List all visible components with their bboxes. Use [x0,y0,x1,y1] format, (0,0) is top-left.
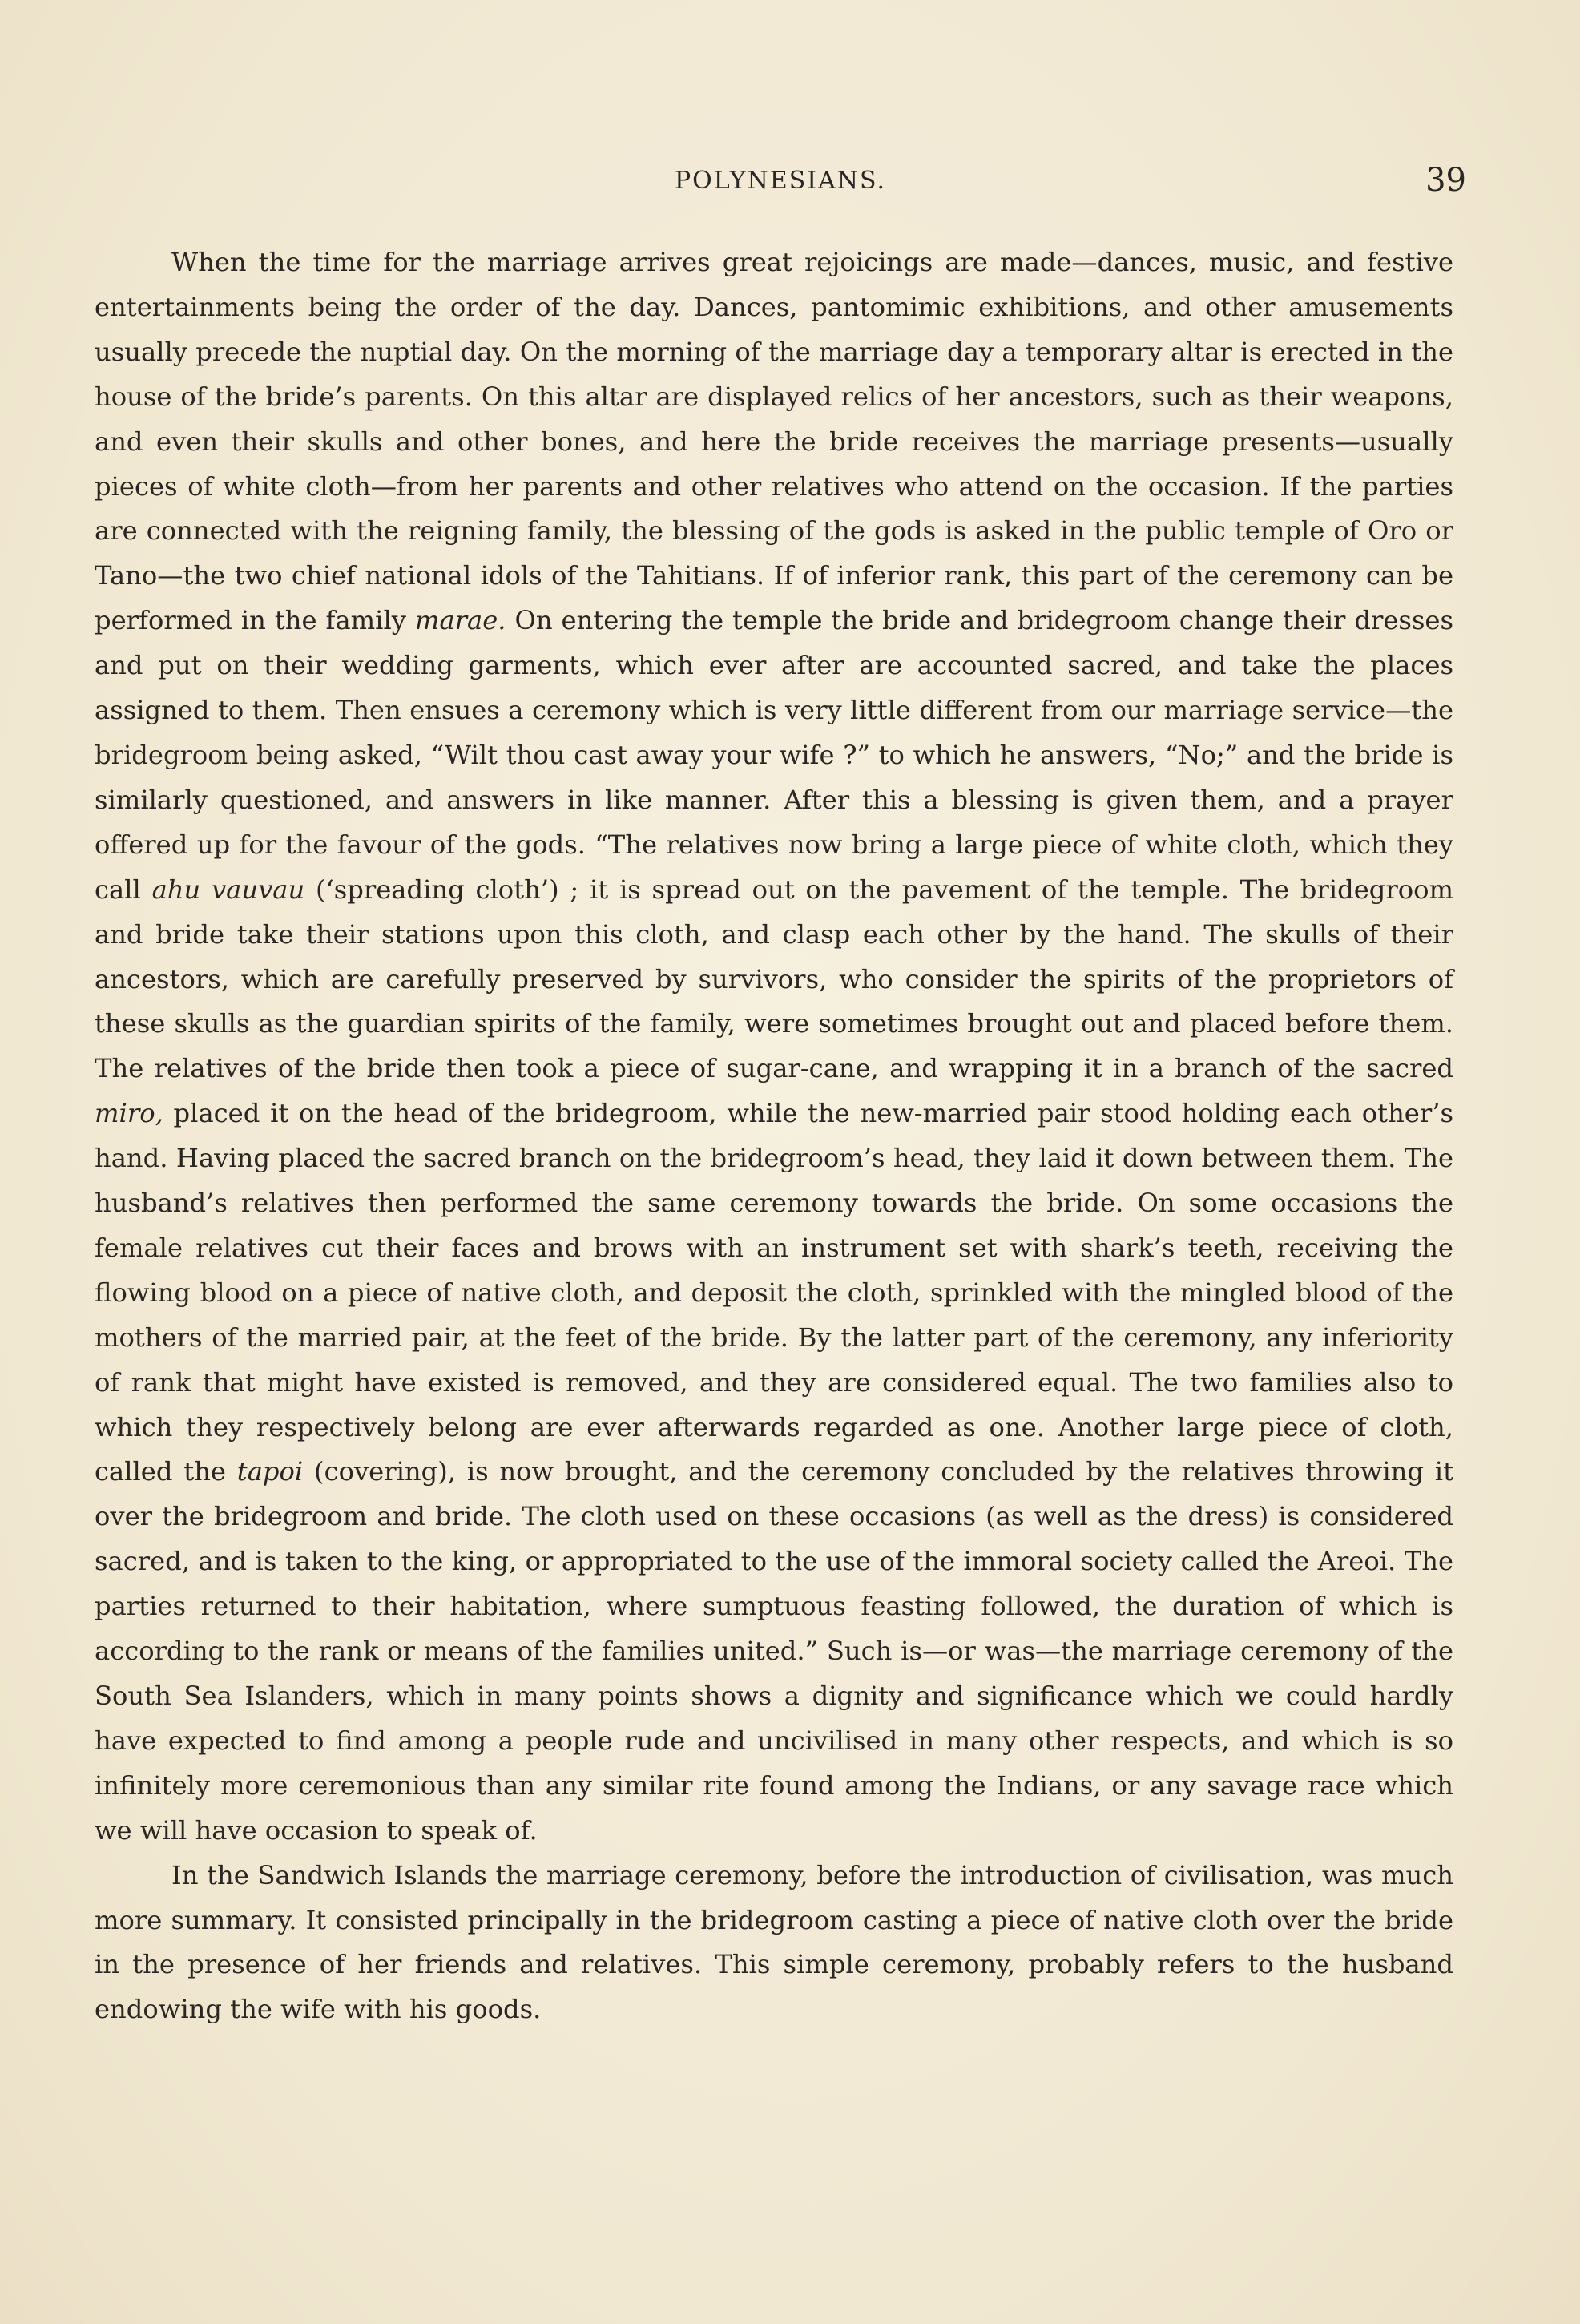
text-segment: placed it on the head of the bridegroom, while the new-married pair stood holding each other’s hand. Having placed the sacred branch on the bridegroom’s head, they laid it down between them. The husband’s relatives then performed the same ceremony towards the bride. On some occasions the female relatives cut their faces and brows with an instrument set with shark’s teeth, receiving the flowing blood on a piece of native cloth, and deposit the cloth, sprinkled with the mingled blood of the mothers of the married pair, at the feet of the bride. By the latter part of the ceremony, any inferiority of rank that might have existed is removed, and they are considered equal. The two families also to which they respectively belong are ever afterwards regarded as one. Another large piece of cloth, called the [95,1098,1453,1487]
italic-term-ahu-vauvau: ahu vauvau [151,874,305,905]
paragraph-2 [95,1854,1453,2033]
text-segment: (covering), is now brought, and the ceremony concluded by the relatives throwing it over the bridegroom and bride. The cloth used on these occasions (as well as the dress) is considered sacred, and is taken to the king, or appropriated to the use of the immoral society called the Areoi. The parties returned to their habitation, where sumptuous feasting followed, the duration of which is according to the rank or means of the families united.” Such is—or was—the marriage ceremony of the South Sea Islanders, which in many points shows a dignity and significance which we could hardly have expected to find among a people rude and uncivilised in many other respects, and which is so infinitely more ceremonious than any similar rite found among the Indians, or any savage race which we will have occasion to speak of. [95,1456,1454,1846]
page-number: 39 [1425,162,1466,199]
body-text [95,240,1453,2032]
text-segment: (‘spreading cloth’) ; it is spread out on the pavement of the temple. The bridegroom and bride take their stations upon this cloth, and clasp each other by the hand. The skulls of their ancestors, which are carefully preserved by survivors, who consider the spirits of the proprietors of these skulls as the guardian spirits of the family, were sometimes brought out and placed before them. The relatives of the bride then took a piece of sugar-cane, and wrapping it in a branch of the sacred [95,874,1454,1084]
italic-term-tapoi: tapoi [236,1456,304,1487]
italic-term-miro: miro, [95,1098,163,1129]
running-head: POLYNESIANS. [674,167,887,195]
paragraph-1 [95,240,1453,1854]
text-segment: When the time for the marriage arrives great rejoicings are made—dances, music, and festive entertainments being the order of the day. Dances, pantomimic exhibitions, and other amusements usually precede the nuptial day. On the morning of the marriage day a temporary altar is erected in the house of the bride’s parents. On this altar are displayed relics of her ancestors, such as their weapons, and even their skulls and other bones, and here the bride receives the marriage presents—usually pieces of white cloth—from her parents and other relatives who attend on the occasion. If the parties are connected with the reigning family, the blessing of the gods is asked in the public temple of Oro or Tano—the two chief national idols of the Tahitians. If of inferior rank, this part of the ceremony can be performed in the family [95,247,1453,636]
text-segment: On entering the temple the bride and bridegroom change their dresses and put on their wedding garments, which ever after are accounted sacred, and take the places assigned to them. Then ensues a ceremony which is very little different from our marriage service—the bridegroom being asked, “Wilt thou cast away your wife ?” to which he answers, “No;” and the bride is similarly questioned, and answers in like manner. After this a blessing is given them, and a prayer offered up for the favour of the gods. “The relatives now bring a large piece of white cloth, which they call [95,605,1454,905]
page-header [95,159,1466,207]
text-segment: In the Sandwich Islands the marriage ceremony, before the introduction of civilisation, was much more summary. It consisted principally in the bridegroom casting a piece of native cloth over the bride in the presence of her friends and relatives. This simple ceremony, probably refers to the husband endowing the wife with his goods. [95,1859,1453,2025]
italic-term-marae: marae. [414,605,506,636]
